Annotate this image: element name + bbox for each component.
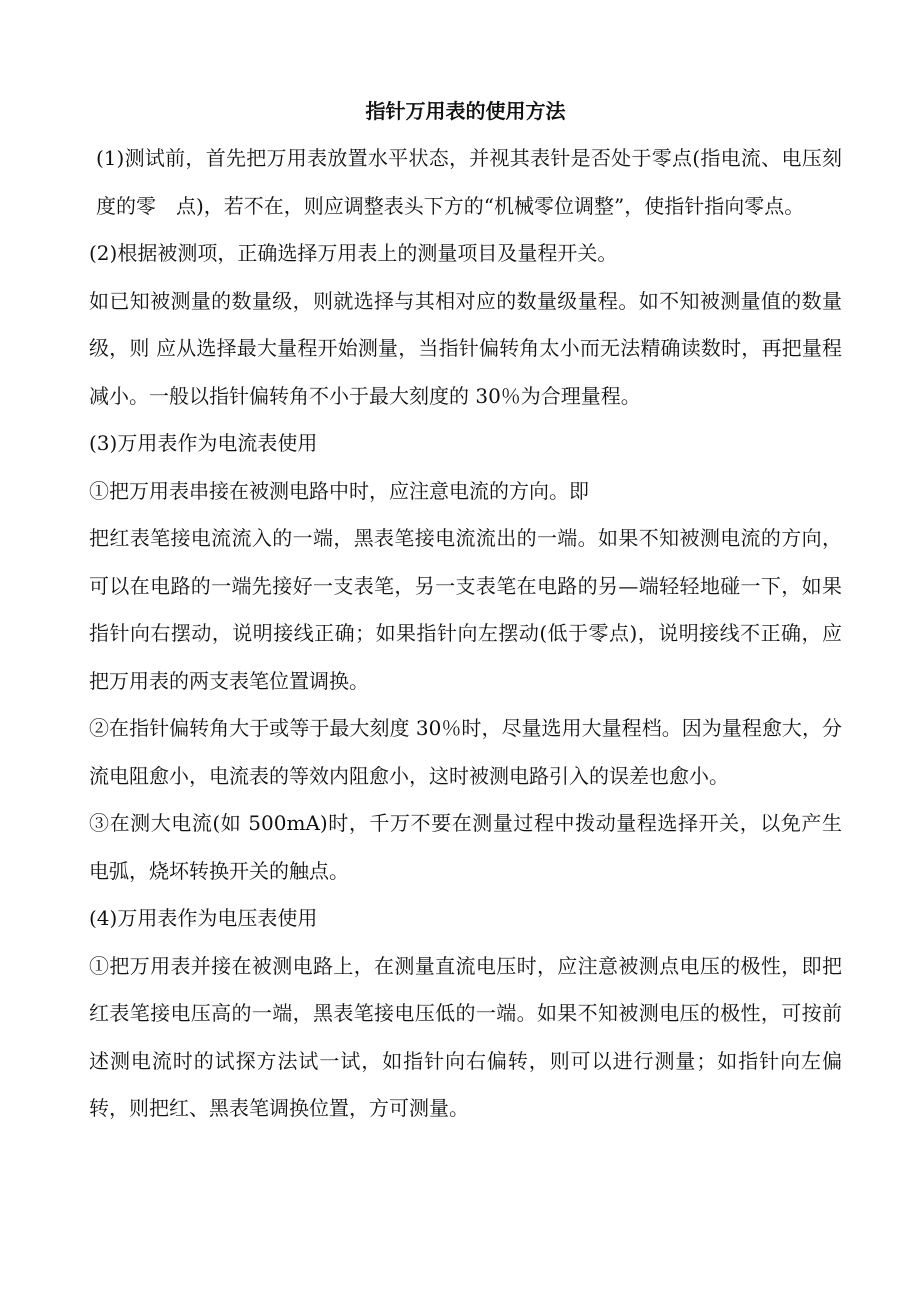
document-body <box>89 88 842 1133</box>
paragraph-step-2: (2)根据被测项，正确选择万用表上的测量项目及量程开关。 <box>89 241 618 265</box>
paragraph-current-1-intro: ①把万用表串接在被测电路中时，应注意电流的方向。即 <box>89 478 589 503</box>
heading-current-meter: (3)万用表作为电流表使用 <box>89 431 318 455</box>
paragraph-current-1-detail: 把红表笔接电流流入的一端，黑表笔接电流流出的一端。如果不知被测电流的方向，可以在电路的一端先接好一支表笔，另一支表笔在电路的另—端轻轻地碰一下，如果指针向右摆动，说明接线正确；如果指针向左摆动(低于零点)，说明接线不正确，应把万用表的两支表笔位置调换。 <box>89 526 842 693</box>
heading-voltage-meter: (4)万用表作为电压表使用 <box>89 906 318 930</box>
paragraph-voltage-1: ①把万用表并接在被测电路上，在测量直流电压时，应注意被测点电压的极性，即把红表笔接电压高的一端，黑表笔接电压低的一端。如果不知被测电压的极性，可按前述测电流时的试探方法试一试，如指针向右偏转，则可以进行测量；如指针向左偏转，则把红、黑表笔调换位置，方可测量。 <box>89 953 842 1120</box>
document-title: 指针万用表的使用方法 <box>365 99 566 123</box>
paragraph-step-1: (1)测试前，首先把万用表放置水平状态，并视其表针是否处于零点(指电流、电压刻度的零 点)，若不在，则应调整表头下方的“机械零位调整”，使指针指向零点。 <box>96 146 842 218</box>
paragraph-current-3: ③在测大电流(如 500mA)时，千万不要在测量过程中拨动量程选择开关，以免产生电弧，烧坏转换开关的触点。 <box>89 811 842 883</box>
paragraph-range-selection: 如已知被测量的数量级，则就选择与其相对应的数量级量程。如不知被测量值的数量级，则 应从选择最大量程开始测量，当指针偏转角太小而无法精确读数时，再把量程减小。一般以指针偏转角不小于最大刻度的 30％为合理量程。 <box>89 288 842 408</box>
paragraph-current-2: ②在指针偏转角大于或等于最大刻度 30％时，尽量选用大量程档。因为量程愈大，分流电阻愈小，电流表的等效内阻愈小，这时被测电路引入的误差也愈小。 <box>89 716 842 788</box>
